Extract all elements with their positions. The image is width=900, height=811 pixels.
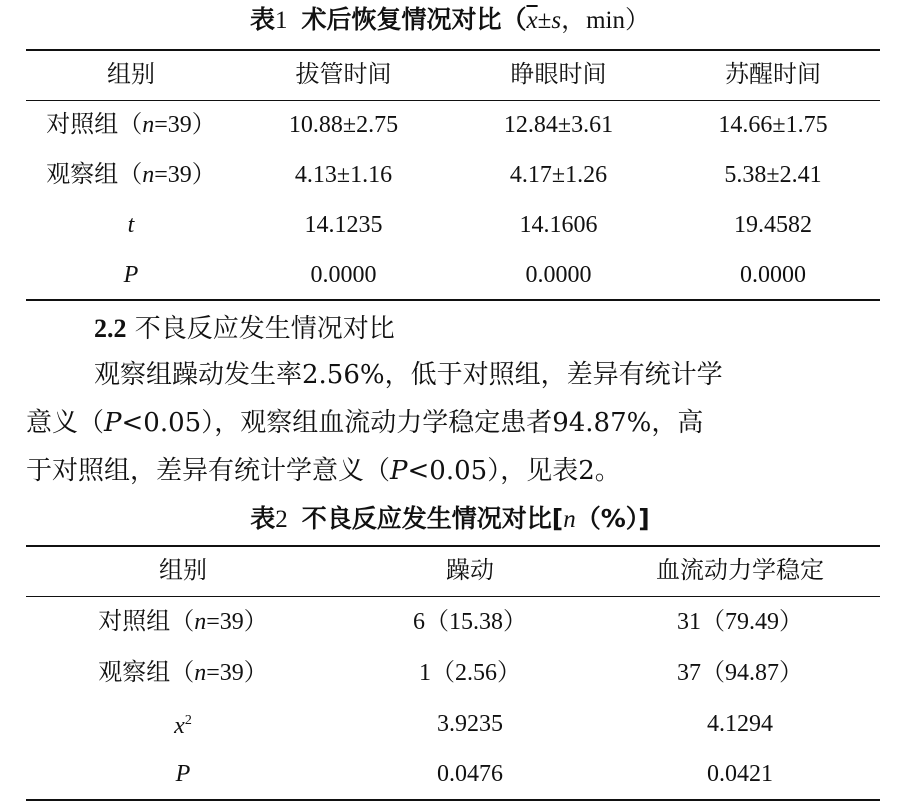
table2-title-text: 不良反应发生情况对比[ xyxy=(301,504,564,533)
table-row xyxy=(26,698,880,749)
table1-title xyxy=(0,3,900,38)
value-cell: 37（94.87） xyxy=(677,659,803,686)
group-label: 对照组（ xyxy=(98,608,195,635)
value-cell: 0.0000 xyxy=(310,261,377,288)
group-label: 对照组（ xyxy=(46,112,143,139)
stat-label-t: t xyxy=(127,212,135,238)
group-cell xyxy=(26,100,236,150)
group-n: n xyxy=(194,659,207,686)
table1-header-cell: 苏醒时间 xyxy=(725,62,821,89)
value-cell: 12.84±3.61 xyxy=(503,112,614,139)
group-count: =39） xyxy=(154,112,216,139)
group-cell xyxy=(26,150,236,200)
table-row xyxy=(26,100,880,150)
value-cell: 4.1294 xyxy=(707,710,773,737)
paragraph-text: 于对照组，差异有统计学意义（ xyxy=(26,456,391,486)
table2 xyxy=(26,545,880,801)
table1-title-label: 表 xyxy=(249,5,275,34)
value-cell: 0.0476 xyxy=(437,761,503,787)
table-row xyxy=(26,749,880,800)
paragraph-text: 意义（ xyxy=(26,408,105,438)
p-symbol: P xyxy=(104,408,122,438)
paragraph-text: <0.05），见表2。 xyxy=(407,456,621,486)
group-n: n xyxy=(142,112,155,139)
table1-title-s: s xyxy=(551,7,562,34)
table-row xyxy=(26,250,880,300)
value-cell: 10.88±2.75 xyxy=(288,112,399,139)
table1-title-text: 术后恢复情况对比（ xyxy=(301,5,527,34)
table1-header-row xyxy=(26,50,880,100)
value-cell: 0.0000 xyxy=(740,261,806,288)
chi-symbol: x xyxy=(174,713,185,739)
section-heading xyxy=(94,308,874,350)
table1-header-cell: 睁眼时间 xyxy=(510,62,607,89)
table2-title-n: n xyxy=(563,506,576,533)
p-symbol: P xyxy=(390,456,408,486)
table1-title-xbar: $\overline{x}$ xyxy=(526,7,538,34)
stat-label-chi2 xyxy=(26,698,340,749)
paragraph-line: 观察组躁动发生率2.56%，低于对照组，差异有统计学 xyxy=(94,360,723,390)
table-row xyxy=(26,596,880,647)
table1-title-number: 1 xyxy=(275,7,288,34)
group-n: n xyxy=(194,608,207,635)
table2-title-label: 表 xyxy=(250,504,276,533)
paragraph-line xyxy=(26,451,880,491)
value-cell: 14.66±1.75 xyxy=(718,112,828,139)
group-cell xyxy=(26,596,340,647)
section-title: 不良反应发生情况对比 xyxy=(126,314,395,344)
table-row xyxy=(26,200,880,250)
table2-header-cell: 躁动 xyxy=(446,558,494,585)
table1 xyxy=(26,49,880,301)
group-count: =39） xyxy=(206,608,268,635)
group-n: n xyxy=(142,162,155,188)
stat-label-p: P xyxy=(123,261,139,288)
section-number: 2.2 xyxy=(94,314,127,343)
value-cell: 14.1235 xyxy=(304,212,383,238)
group-cell xyxy=(26,647,340,698)
value-cell: 3.9235 xyxy=(437,710,503,737)
table-row xyxy=(26,150,880,200)
table1-title-pm: ± xyxy=(537,7,552,34)
table2-title-tail: （%）] xyxy=(575,504,650,533)
table1-header-cell: 拔管时间 xyxy=(295,62,392,89)
table2-header-cell: 组别 xyxy=(159,558,207,585)
table2-title xyxy=(0,502,900,537)
chi-superscript: 2 xyxy=(184,713,192,728)
value-cell: 6（15.38） xyxy=(413,608,527,635)
group-label: 观察组（ xyxy=(46,162,143,188)
value-cell: 4.17±1.26 xyxy=(509,162,608,188)
group-count: =39） xyxy=(154,162,216,188)
value-cell: 5.38±2.41 xyxy=(724,162,822,188)
table2-title-number: 2 xyxy=(275,506,288,533)
stat-label-p: P xyxy=(175,761,191,787)
table1-header-cell: 组别 xyxy=(107,62,155,89)
group-count: =39） xyxy=(206,659,268,686)
paragraph-text: <0.05），观察组血流动力学稳定患者94.87%，高 xyxy=(121,408,704,438)
table1-title-unit: ，min） xyxy=(561,7,650,34)
value-cell: 1（2.56） xyxy=(419,659,521,686)
table2-header-row xyxy=(26,546,880,596)
group-label: 观察组（ xyxy=(98,659,195,686)
value-cell: 4.13±1.16 xyxy=(294,162,393,188)
value-cell: 19.4582 xyxy=(734,212,812,238)
value-cell: 14.1606 xyxy=(519,212,598,238)
value-cell: 0.0421 xyxy=(707,761,773,787)
table-row xyxy=(26,647,880,698)
paragraph-line xyxy=(26,403,880,443)
value-cell: 31（79.49） xyxy=(677,608,803,635)
value-cell: 0.0000 xyxy=(525,261,592,288)
table2-header-cell: 血流动力学稳定 xyxy=(656,558,824,585)
